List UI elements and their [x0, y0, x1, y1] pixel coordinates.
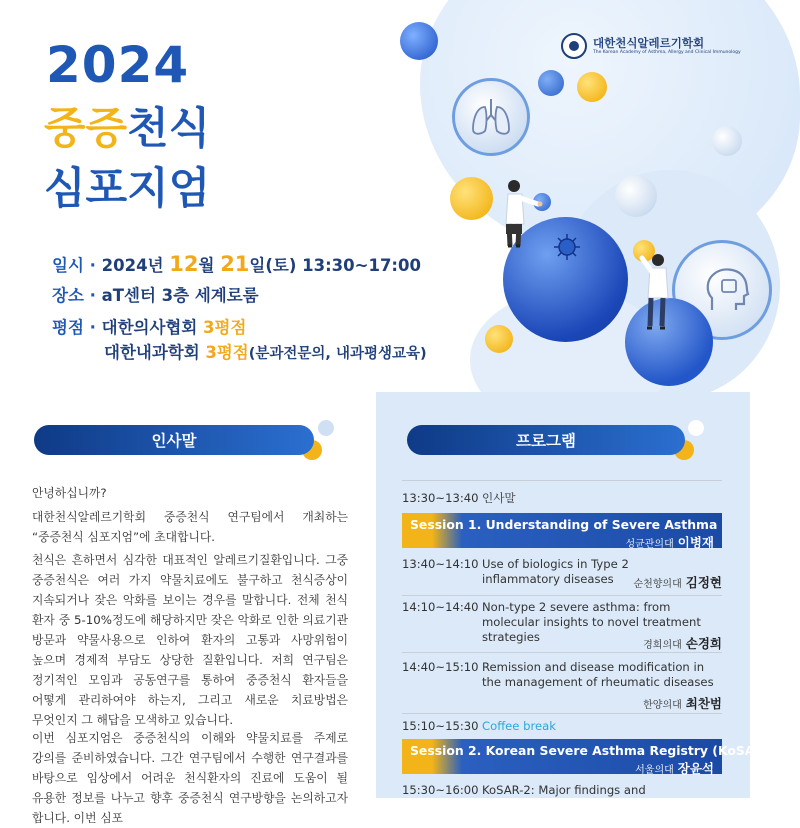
head-brain-icon — [700, 262, 758, 320]
program-pill-dot-light — [688, 420, 704, 436]
program-heading: 프로그램 — [407, 425, 685, 455]
content-area — [0, 392, 770, 825]
sphere-yellow-top — [577, 72, 607, 102]
program-row-coffee: 15:10~15:30 Coffee break — [402, 719, 556, 733]
sphere-light-mid — [615, 175, 657, 217]
session-1-chair: 성균관의대 이병재 — [625, 535, 714, 550]
program-rule-1 — [402, 595, 722, 596]
greeting-p1: 안녕하십니까? — [32, 486, 107, 500]
title-line-2: 심포지엄 — [44, 164, 211, 214]
event-credit-1: 평점 · 대한의사협회 3평점 — [52, 318, 247, 337]
sphere-light-right — [712, 126, 742, 156]
greeting-pill-dot-light — [318, 420, 334, 436]
session-2-header — [402, 739, 770, 776]
greeting-p4: 이번 심포지엄은 중증천식의 이해와 약물치료를 주제로 강의를 준비하였습니다. 그간 연구팀에서 수행한 연구결과를 바탕으로 임상에서 어려운 천식환자의 진료에 도움이 될 유용한 정보를 나누고 향후 중증천식 연구방향을 논의하고자 합니다. 이번 심포 — [32, 731, 348, 825]
session-1-header — [402, 513, 722, 548]
event-date: 일시 · 2024년 12월 21일(토) 13:30~17:00 — [52, 252, 421, 276]
academy-seal-icon — [561, 33, 587, 59]
credit-label: 평점 — [52, 318, 84, 337]
sphere-top-blue — [400, 22, 438, 60]
greeting-heading: 인사말 — [34, 425, 314, 455]
event-credit-2: 대한내과학회 3평점(분과전문의, 내과평생교육) — [104, 343, 427, 362]
sphere-small-blue-1 — [538, 70, 564, 96]
date-day: 21 — [220, 252, 250, 276]
logo-name-ko: 대한천식알레르기학회 — [593, 35, 705, 50]
greeting-p3: 천식은 흔하면서 심각한 대표적인 알레르기질환입니다. 그중 중증천식은 여러 가지 약물치료에도 불구하고 천식증상이 지속되거나 잦은 악화를 보이는 경우를 말합니다. 전체 천식 환자 중 5-10%정도에 해당하지만 잦은 악화로 인한 의료기관 방문과 약물사용으로 인하여 환자의 고통과 사망위험이 높으며 경제적 부담도 상당한 질환입니다. 저희 연구팀은 정기적인 모임과 공동연구를 통하여 중증천식 환자들을 어떻게 관리하여야 하는지, 그리고 새로운 치료방법은 무엇인지 그 해답을 모색하고 있습니다. — [32, 553, 348, 727]
program-rule-top — [402, 480, 722, 481]
sphere-yellow-bottom — [485, 325, 513, 353]
researcher-figure-2 — [630, 248, 676, 340]
place-label: 장소 — [52, 286, 84, 305]
program-row-opening: 13:30~13:40 인사말 — [402, 491, 516, 505]
event-place: 장소 · aT센터 3층 세계로룸 — [52, 286, 259, 305]
date-month: 12 — [169, 252, 199, 276]
title-line-1 — [44, 104, 211, 154]
lungs-icon — [468, 95, 514, 139]
event-year: 2024 — [46, 36, 190, 94]
researcher-figure-1 — [500, 176, 552, 268]
program-row-talk-4: 15:30~16:00 KoSAR-2: Major findings and — [402, 783, 646, 797]
date-label: 일시 — [52, 256, 84, 275]
hero-banner — [0, 0, 750, 392]
greeting-p2: 대한천식알레르기학회 중증천식 연구팀에서 개최하는 “중증천식 심포지엄”에 초대합니다. — [32, 510, 348, 544]
program-rule-3 — [402, 713, 722, 714]
title-severe: 중증 — [44, 104, 128, 154]
program-rule-2 — [402, 652, 722, 653]
virus-icon — [552, 232, 582, 262]
title-asthma: 천식 — [127, 104, 211, 154]
program-row-talk-2: 14:10~14:40 Non-type 2 severe asthma: from molecular insights to novel treatment strategies 경희의대 손경희 — [402, 600, 722, 651]
program-row-talk-3: 14:40~15:10 Remission and disease modification in the management of rheumatic diseases 한양의대 최찬범 — [402, 660, 722, 711]
sphere-yellow-mid — [450, 177, 493, 220]
place-value: aT센터 3층 세계로룸 — [101, 286, 259, 305]
program-row-talk-1: 13:40~14:10 Use of biologics in Type 2 inflammatory diseases 순천향의대 김정현 — [402, 557, 722, 590]
logo-name-en: The Korean Academy of Asthma, Allergy and Clinical Immunology — [593, 49, 741, 55]
academy-logo — [561, 33, 741, 59]
session-2-title: Session 2. Korean Severe Asthma Registry (KoSAR) — [410, 743, 770, 758]
session-1-title: Session 1. Understanding of Severe Asthma — [410, 517, 718, 532]
session-2-chair: 서울의대 장윤석 — [635, 761, 714, 776]
